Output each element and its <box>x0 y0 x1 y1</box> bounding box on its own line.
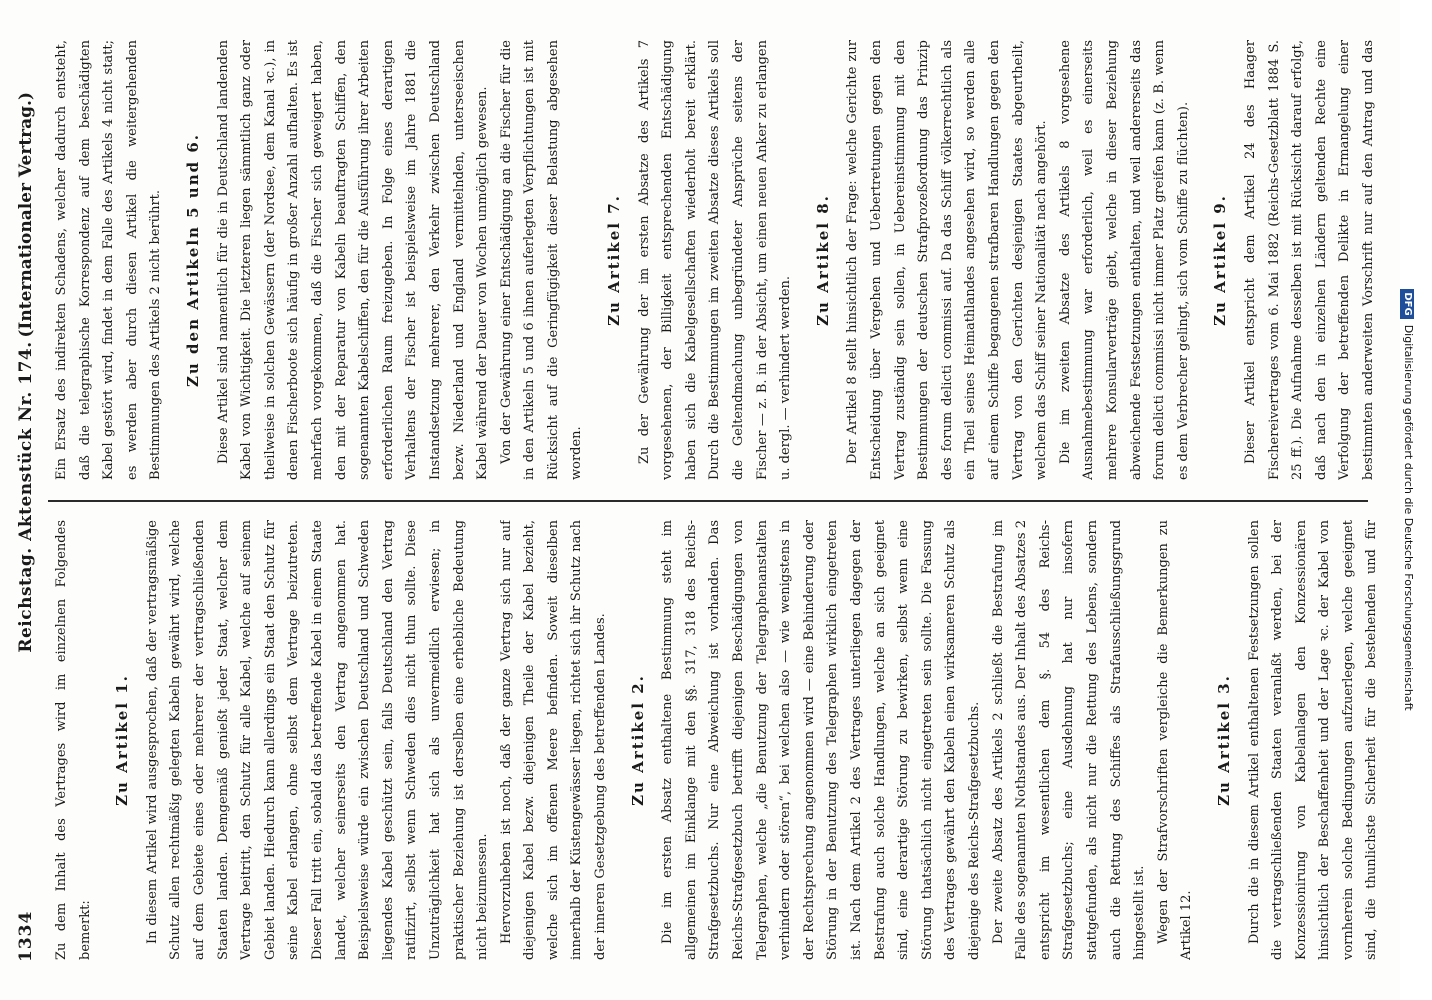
article-7-paragraph: Zu der Gewährung der im ersten Absatze des Artikels 7 vorgesehenen, der Billigkeit entsprechenden Entschädigung haben sich die Kabelgesellschaften wiederholt bereit erklärt. Durch die Bestimmungen im zweiten Absatze dieses Artikels soll die Geltendmachung unbegründeter Ansprüche seitens der Fischer — z. B. in der Absicht, um einen neuen Anker zu erlangen u. dergl. — verhindert werden. <box>636 40 794 480</box>
article-1-paragraph: Hervorzuheben ist noch, daß der ganze Vertrag sich nur auf diejenigen Kabel bezw. diejenigen Theile der Kabel bezieht, welche sich im offenen Meere befinden. Soweit dieselben innerhalb der Küstengewässer liegen, richtet sich ihr Schutz nach der inneren Gesetzgebung des betreffenden Landes. <box>498 520 609 960</box>
article-2-paragraph: Die im ersten Absatz enthaltene Bestimmung steht im allgemeinen im Einklange mit den §§. 317, 318 des Reichs-Strafgesetzbuchs. Nur eine Abweichung ist vorhanden. Das Reichs-Strafgesetzbuch betrifft diejenigen Beschädigungen von Telegraphen, welche „die Benutzung der Telegraphenanstalten verhindern oder stören“, bei welchen also — wie wenigstens in der Rechtsprechung angenommen wird — eine Behinderung oder Störung in der Benutzung des Telegraphen wirklich eingetreten ist. Nach dem Artikel 2 des Vertrages unterliegen dagegen der Bestrafung auch solche Handlungen, welche an sich geeignet sind, eine derartige Störung zu bewirken, selbst wenn eine Störung thatsächlich nicht eingetreten sein sollte. Die Fassung des Vertrages gewährt den Kabeln einen wirksameren Schutz als diejenige des Reichs-Strafgesetzbuchs. <box>660 520 982 960</box>
page-header <box>10 32 44 962</box>
article-8-paragraph: Die im zweiten Absatze des Artikels 8 vorgesehene Ausnahmebestimmung war erforderlich, weil es einerseits mehrere Konsularverträge giebt, welche in dieser Beziehung abweichende Festsetzungen enthalten, und weil andererseits das forum delicti commissi nicht immer Platz greifen kann (z. B. wenn es dem Verbrecher gelingt, sich vom Schiffe zu flüchten). <box>1057 40 1191 480</box>
article-8-heading: Zu Artikel 8. <box>813 194 832 326</box>
article-1-heading: Zu Artikel 1. <box>113 674 132 806</box>
article-3-heading: Zu Artikel 3. <box>1214 674 1233 806</box>
article-5-6-heading: Zu den Artikeln 5 und 6. <box>183 133 202 388</box>
page-number: 1334 <box>16 910 36 962</box>
header-subtitle: (Internationaler Vertrag.) <box>16 92 36 338</box>
continuation-paragraph: Ein Ersatz des indirekten Schadens, welcher dadurch entsteht, daß die telegraphische Korrespondenz auf dem beschädigten Kabel gestört wird, findet in dem Falle des Artikels 4 nicht statt; es werden aber durch diesen Artikel die weitergehenden Bestimmungen des Artikels 2 nicht berührt. <box>54 40 164 480</box>
article-2-heading: Zu Artikel 2. <box>628 674 647 806</box>
stamp-text-line <box>1392 0 1424 1000</box>
stamp-text: Digitalisierung gefördert durch die Deutsche Forschungsgemeinschaft <box>1402 324 1415 711</box>
article-1-paragraph: In diesem Artikel wird ausgesprochen, daß der vertragsmäßige Schutz allen rechtmäßig gelegten Kabeln gewährt wird, welche auf dem Gebiete eines oder mehrerer der vertragschließenden Staaten landen. Demgemäß genießt jeder Staat, welcher dem Vertrage beitritt, den Schutz für alle Kabel, welche auf seinem Gebiet landen. Hiedurch kann allerdings ein Staat den Schutz für seine Kabel erlangen, ohne selbst dem Vertrage beizutreten. Dieser Fall tritt ein, sobald das betreffende Kabel in einem Staate landet, welcher seinerseits den Vertrag angenommen hat. Beispielsweise würde ein zwischen Deutschland und Schweden liegendes Kabel geschützt sein, falls Deutschland den Vertrag ratifizirt, selbst wenn Schweden dies nicht thun sollte. Diese Unzuträglichkeit hat sich als unvermeidlich erwiesen; in praktischer Beziehung ist derselben eine erhebliche Bedeutung nicht beizumessen. <box>144 520 491 960</box>
article-9-paragraph: Dieser Artikel entspricht dem Artikel 24 des Haager Fischereivertrages vom 6. Mai 1882 (Reichs-Gesetzblatt 1884 S. 25 ff.). Die Aufnahme desselben ist mit Rücksicht darauf erfolgt, daß nach den in einzelnen Ländern geltenden Rechte eine Verfolgung der betreffenden Delikte in Ermangelung einer bestimmten anderweiten Vorschrift nur auf den Antrag und das <box>1242 40 1376 480</box>
article-7-heading: Zu Artikel 7. <box>605 194 624 326</box>
dfg-logo: DFG <box>1400 289 1414 318</box>
intro-paragraph: Zu dem Inhalt des Vertrages wird im einzelnen Folgendes bemerkt: <box>54 520 93 960</box>
article-5-6-paragraph: Diese Artikel sind namentlich für die in Deutschland landenden Kabel von Wichtigkeit. Die letzteren liegen sämmtlich ganz oder theilweise in solchen Gewässern (der Nordsee, dem Kanal ꝛc.), in denen Fischerboote sich häufig in großer Anzahl aufhalten. Es ist mehrfach vorgekommen, daß die Fischer sich geweigert haben, den mit der Reparatur von Kabeln beauftragten Schiffen, den sogenannten Kabelschiffen, den für die Ausführung ihrer Arbeiten erforderlichen Raum freizugeben. In Folge eines derartigen Verhaltens der Fischer ist beispielsweise im Jahre 1881 die Instandsetzung mehrerer, den Verkehr zwischen Deutschland bezw. Niederland und England vermittelnden, unterseeischen Kabel während der Dauer von Wochen unmöglich gewesen. <box>215 40 491 480</box>
article-8-paragraph: Der Artikel 8 stellt hinsichtlich der Frage: welche Gerichte zur Entscheidung über Vergehen und Uebertretungen gegen den Vertrag zuständig sein sollen, in Uebereinstimmung mit den Bestimmungen der deutschen Strafprozeßordnung das Prinzip des forum delicti commissi auf. Da das Schiff völkerrechtlich als ein Theil seines Heimathlandes angesehen wird, so werden alle auf einem Schiffe begangenen strafbaren Handlungen gegen den Vertrag von den Gerichten desjenigen Staates abgeurtheilt, welchem das Schiff seiner Nationalität nach angehört. <box>845 40 1050 480</box>
right-column <box>50 40 1380 480</box>
article-2-paragraph: Der zweite Absatz des Artikels 2 schließt die Bestrafung im Falle des sogenannten Nothstandes aus. Der Inhalt des Absatzes 2 entspricht im wesentlichen dem §. 54 des Reichs-Strafgesetzbuchs; eine Ausdehnung hat nur insofern stattgefunden, als nicht nur die Rettung des Lebens, sondern auch die Rettung des Schiffes als Strafausschließungsgrund hingestellt ist. <box>990 520 1148 960</box>
column-divider <box>48 500 1368 502</box>
article-5-6-paragraph: Von der Gewährung einer Entschädigung an die Fischer für die in den Artikeln 5 und 6 ihnen auferlegten Verpflichtungen ist mit Rücksicht auf die Geringfügigkeit dieser Belastung abgesehen worden. <box>498 40 585 480</box>
article-3-paragraph: Durch die in diesem Artikel enthaltenen Festsetzungen sollen die vertragschließenden Staaten veranlaßt werden, bei der Konzessionirung von Kabelanlagen den Konzessionären hinsichtlich der Beschaffenheit und der Lage ꝛc. der Kabel von vornherein solche Bedingungen aufzuerlegen, welche geeignet sind, die thunlichste Sicherheit für die bestehenden und für <box>1246 520 1380 960</box>
running-title: Reichstag. Aktenstück Nr. 174. <box>16 341 36 653</box>
digitization-stamp <box>1400 0 1432 1000</box>
article-9-heading: Zu Artikel 9. <box>1211 194 1230 326</box>
article-2-paragraph: Wegen der Strafvorschriften vergleiche die Bemerkungen zu Artikel 12. <box>1155 520 1195 960</box>
left-column <box>50 520 1380 960</box>
